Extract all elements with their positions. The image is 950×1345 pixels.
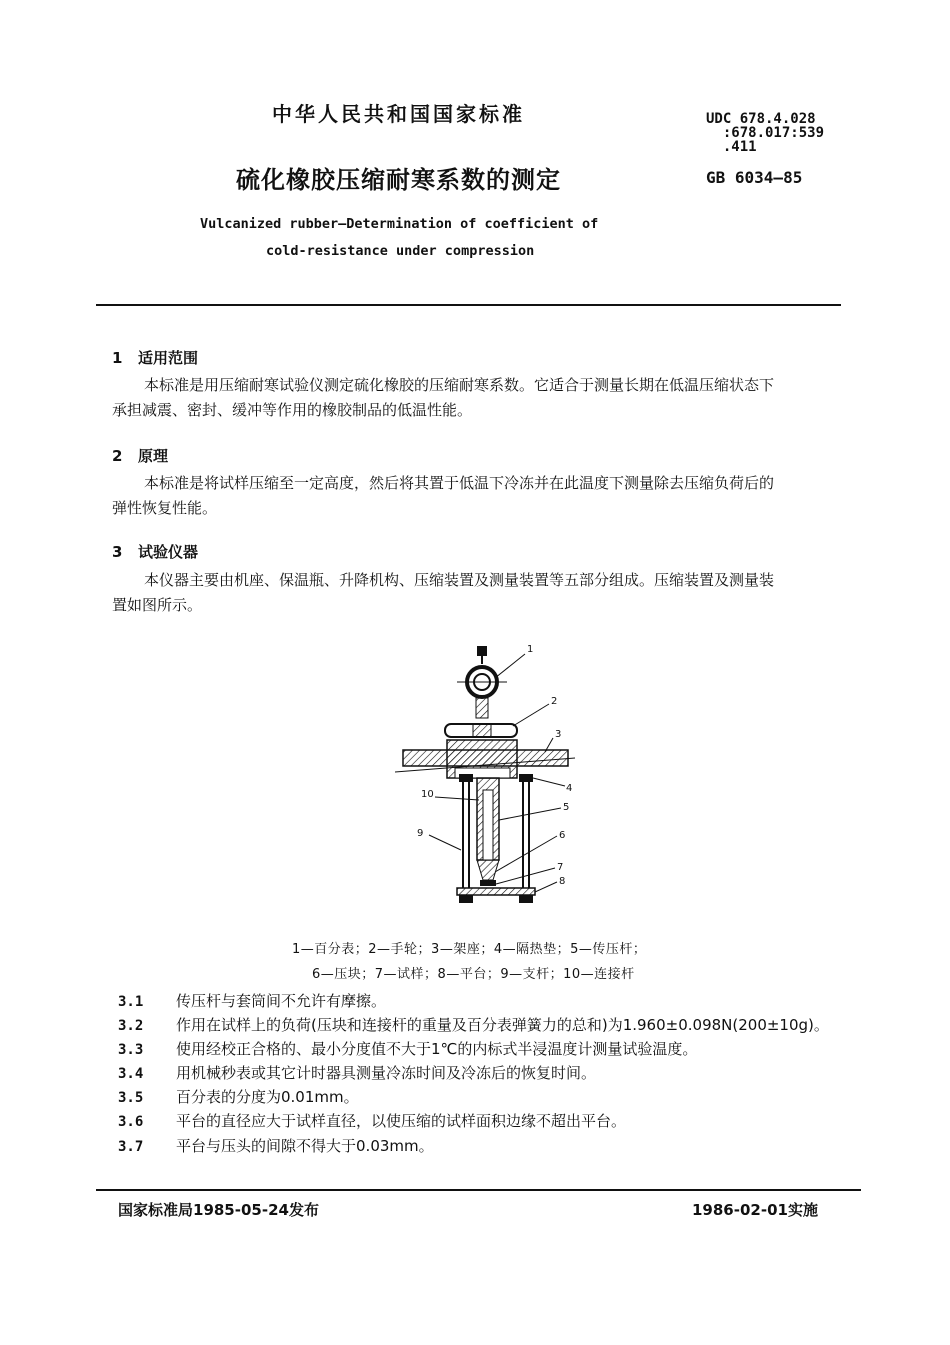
figure-label: 3 <box>555 729 562 740</box>
section-2-heading <box>112 445 168 466</box>
clause-number: 3.6 <box>118 1114 144 1130</box>
clause-number: 3.1 <box>118 994 144 1010</box>
figure-caption-line2: 6—压块；7—试样；8—平台；9—支杆；10—连接杆 <box>312 967 635 982</box>
paragraph-line: 弹性恢复性能。 <box>112 499 218 517</box>
english-title-line1: Vulcanized rubber—Determination of coefficient of <box>200 216 599 232</box>
figure-label: 2 <box>551 696 558 707</box>
figure-caption-line1: 1—百分表；2—手轮；3—架座；4—隔热垫；5—传压杆； <box>292 942 647 957</box>
clause-3-6 <box>118 1110 626 1131</box>
hand-wheel-drawing <box>445 724 517 737</box>
section-number: 1 <box>112 349 123 367</box>
gb-number: GB 6034—85 <box>706 168 803 187</box>
frame-seat-drawing <box>395 740 575 778</box>
clause-number: 3.4 <box>118 1066 144 1082</box>
udc-code <box>706 112 824 154</box>
section-number: 3 <box>112 543 123 561</box>
figure-label: 1 <box>527 644 534 655</box>
figure-label: 4 <box>566 783 573 794</box>
section-1-heading <box>112 347 198 368</box>
section-3-heading <box>112 541 198 562</box>
clause-3-4 <box>118 1062 596 1083</box>
english-title-line2: cold-resistance under compression <box>266 243 535 259</box>
figure-label: 8 <box>559 876 566 887</box>
clause-text: 传压杆与套筒间不允许有摩擦。 <box>176 992 387 1010</box>
paragraph-line: 本标准是用压缩耐寒试验仪测定硫化橡胶的压缩耐寒系数。它适合于测量长期在低温压缩状态下 <box>144 376 775 394</box>
section-3-body <box>112 568 852 618</box>
clause-3-2 <box>118 1014 829 1035</box>
section-number: 2 <box>112 447 123 465</box>
clause-text: 使用经校正合格的、最小分度值不大于1℃的内标式半浸温度计测量试验温度。 <box>176 1040 698 1058</box>
clause-3-1 <box>118 990 386 1011</box>
clause-text: 作用在试样上的负荷(压块和连接杆的重量及百分表弹簧力的总和)为1.960±0.098N(200±10g)。 <box>176 1016 829 1034</box>
paragraph-line: 本仪器主要由机座、保温瓶、升降机构、压缩装置及测量装置等五部分组成。压缩装置及测量装 <box>144 571 775 589</box>
figure-label: 9 <box>417 828 424 839</box>
clause-number: 3.2 <box>118 1018 144 1034</box>
standard-name: 中华人民共和国国家标准 <box>272 102 525 126</box>
section-title: 适用范围 <box>138 349 199 367</box>
clause-3-3 <box>118 1038 697 1059</box>
figure-label: 10 <box>421 789 434 800</box>
figure-label: 6 <box>559 830 566 841</box>
clause-number: 3.5 <box>118 1090 144 1106</box>
udc-line: UDC 678.4.028 <box>706 111 816 127</box>
section-1-body <box>112 373 852 423</box>
apparatus-figure <box>395 640 585 925</box>
issue-date: 国家标准局1985-05-24发布 <box>118 1201 319 1219</box>
document-title: 硫化橡胶压缩耐寒系数的测定 <box>236 166 561 194</box>
paragraph-line: 本标准是将试样压缩至一定高度，然后将其置于低温下冷冻并在此温度下测量除去压缩负荷后的 <box>144 474 775 492</box>
footer-rule <box>96 1189 861 1191</box>
clause-text: 平台的直径应大于试样直径，以使压缩的试样面积边缘不超出平台。 <box>176 1112 627 1130</box>
udc-line: .411 <box>706 139 757 155</box>
clause-number: 3.7 <box>118 1139 144 1155</box>
figure-label: 7 <box>557 862 564 873</box>
effective-date: 1986-02-01实施 <box>692 1201 818 1219</box>
clause-text: 用机械秒表或其它计时器具测量冷冻时间及冷冻后的恢复时间。 <box>176 1064 597 1082</box>
paragraph-line: 置如图所示。 <box>112 596 203 614</box>
clause-text: 平台与压头的间隙不得大于0.03mm。 <box>176 1137 434 1155</box>
udc-line: :678.017:539 <box>706 125 825 141</box>
figure-label: 5 <box>563 802 570 813</box>
section-title: 试验仪器 <box>138 543 199 561</box>
clause-number: 3.3 <box>118 1042 144 1058</box>
header-rule <box>96 304 841 306</box>
clause-3-7 <box>118 1135 434 1156</box>
clause-3-5 <box>118 1086 359 1107</box>
section-2-body <box>112 471 852 521</box>
clause-text: 百分表的分度为0.01mm。 <box>176 1088 359 1106</box>
paragraph-line: 承担减震、密封、缓冲等作用的橡胶制品的低温性能。 <box>112 401 473 419</box>
dial-gauge-drawing <box>457 646 507 718</box>
section-title: 原理 <box>138 447 169 465</box>
